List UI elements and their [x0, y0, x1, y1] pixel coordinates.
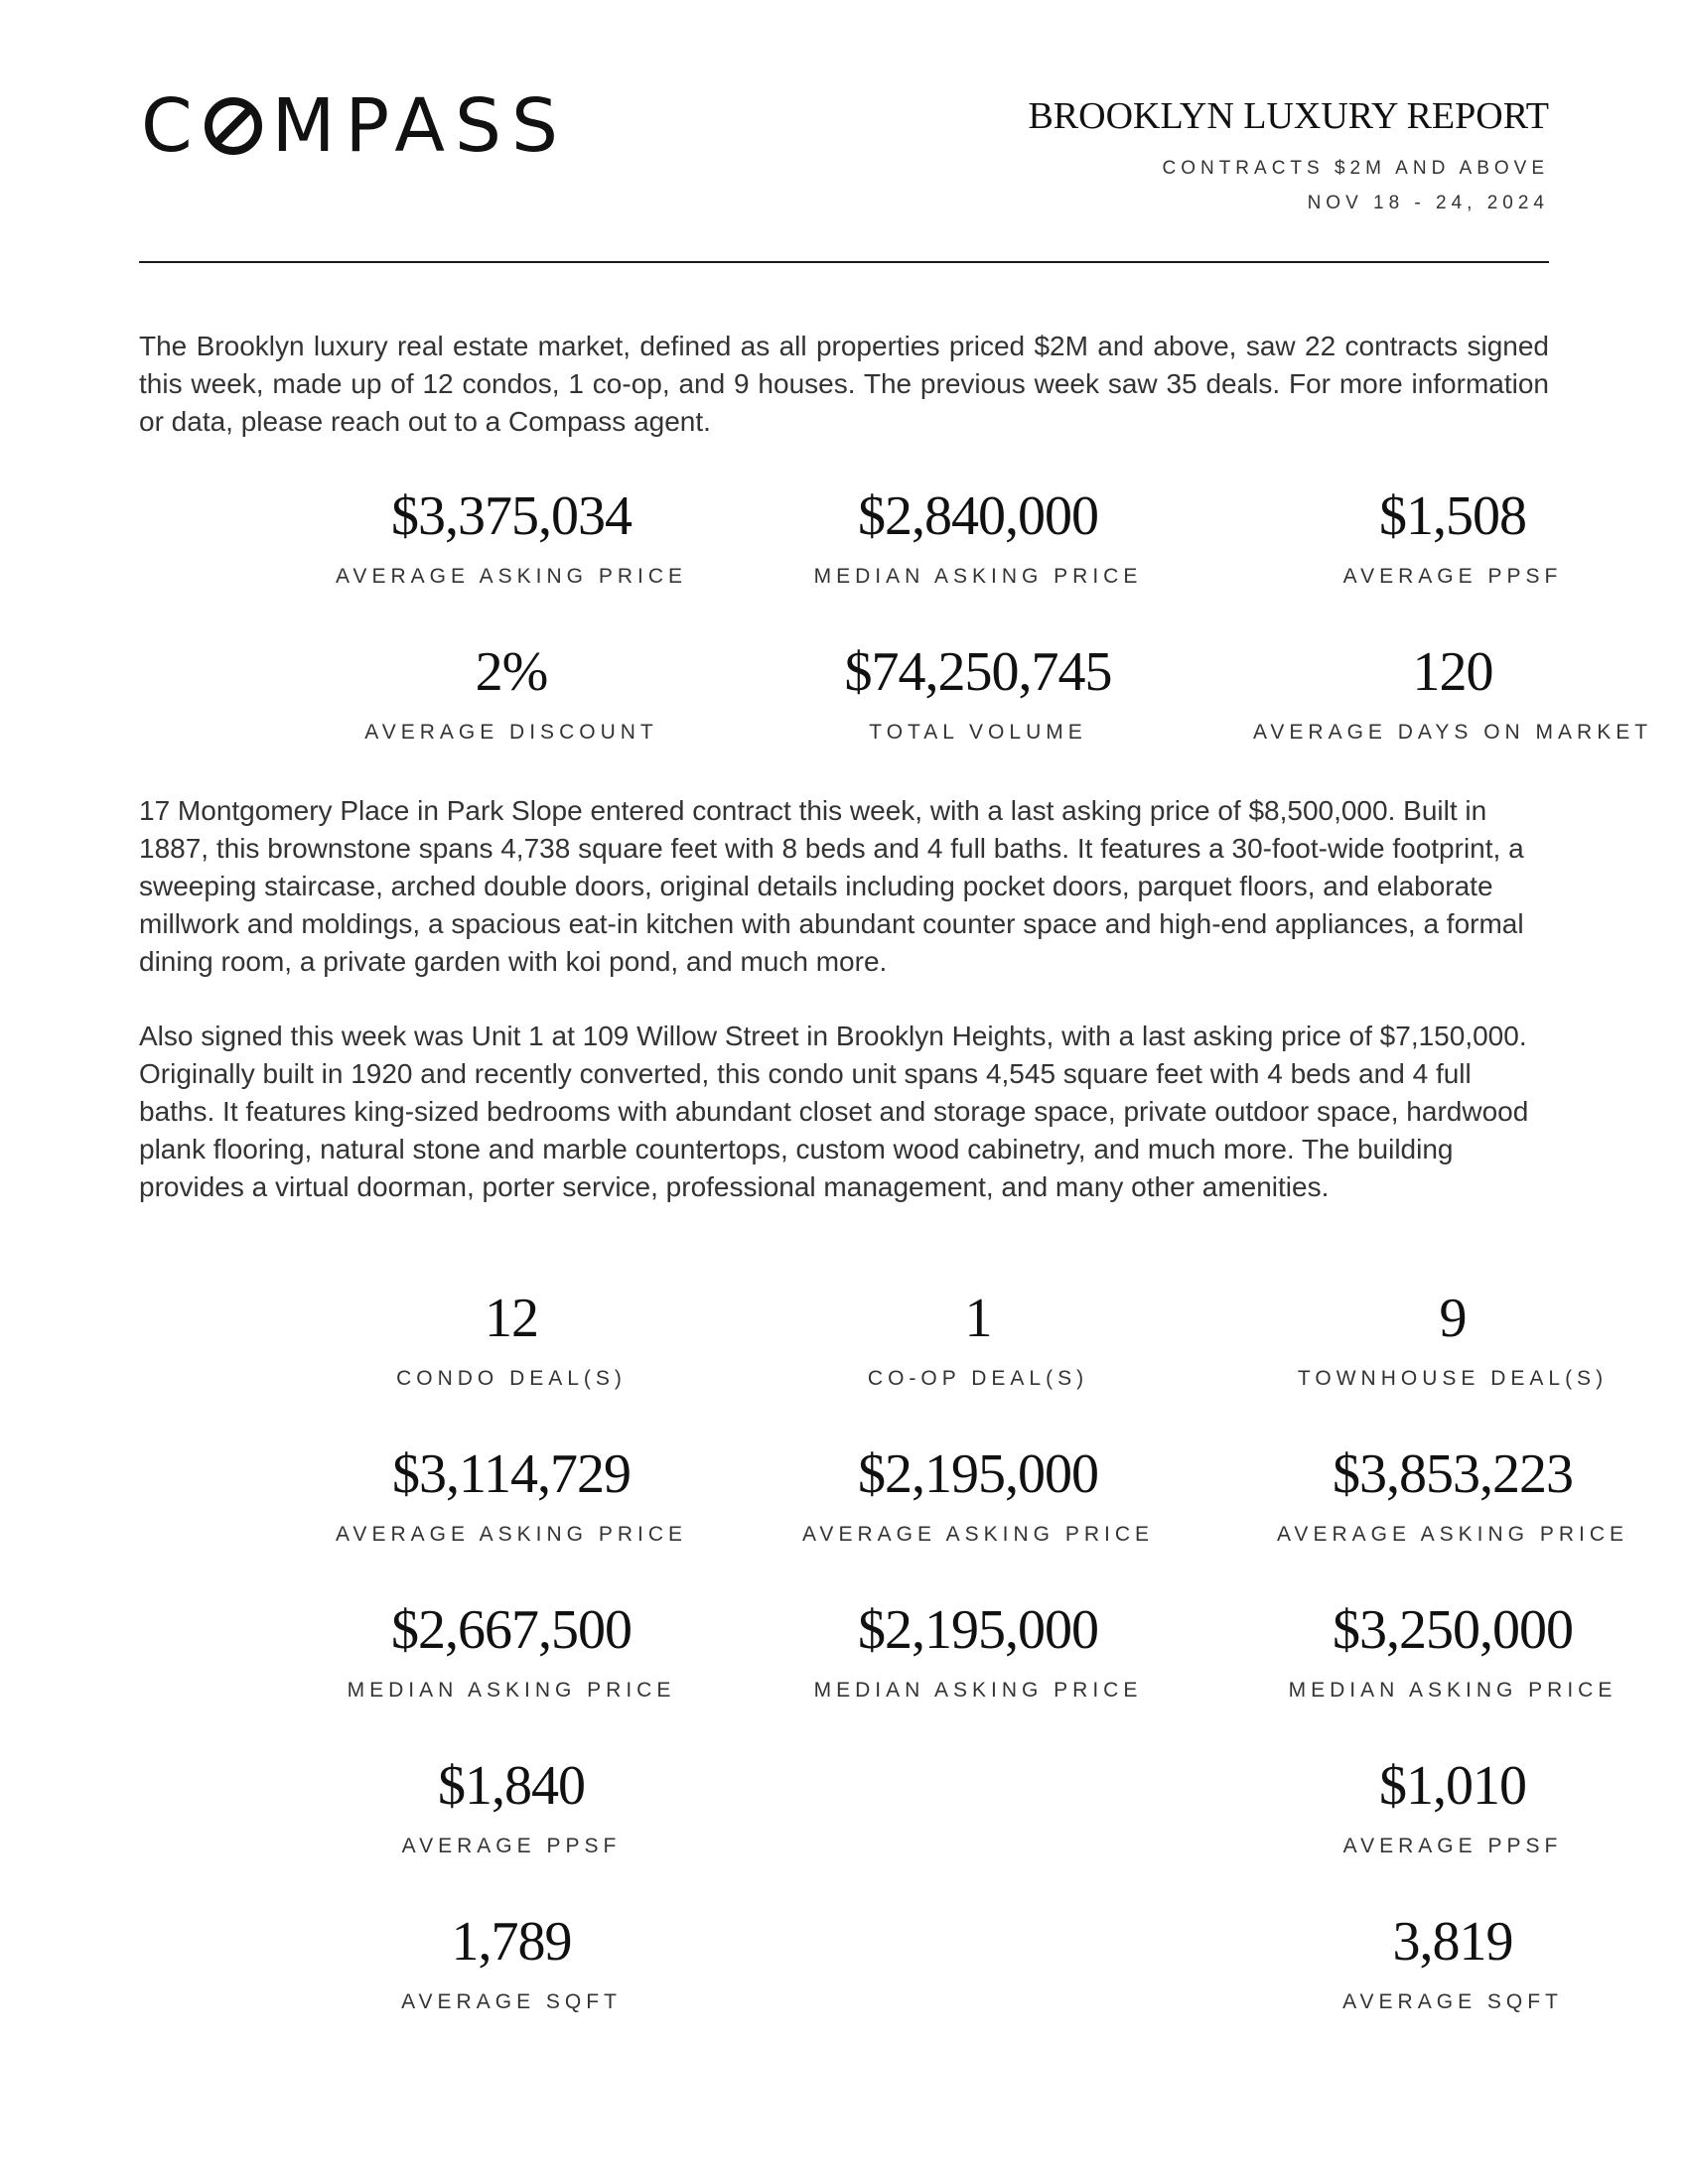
stat-coop-deals [770, 1288, 1187, 1390]
stat-condo-average-ppsf [303, 1755, 720, 1857]
stat-coop-average-asking-price [770, 1443, 1187, 1546]
stat-label: CONDO DEAL(S) [396, 1367, 627, 1390]
stat-label: AVERAGE SQFT [401, 1990, 622, 2013]
stat-label: MEDIAN ASKING PRICE [347, 1679, 676, 1702]
stat-value: 1 [964, 1288, 992, 1349]
stat-condo-median-asking-price [303, 1599, 720, 1702]
stat-value: $3,853,223 [1333, 1443, 1573, 1505]
stat-total-volume [770, 641, 1187, 744]
stat-value: $3,114,729 [392, 1443, 631, 1505]
stat-value: 9 [1439, 1288, 1467, 1349]
stat-label: TOWNHOUSE DEAL(S) [1297, 1367, 1609, 1390]
stat-value: 3,819 [1392, 1911, 1513, 1973]
stat-label: AVERAGE ASKING PRICE [1276, 1523, 1629, 1546]
stat-value: 2% [475, 641, 548, 703]
stat-condo-deals [303, 1288, 720, 1390]
logo-letter-c: C [141, 83, 203, 169]
stat-value: $1,508 [1379, 485, 1526, 547]
stat-label: AVERAGE DISCOUNT [364, 721, 658, 744]
stat-label: AVERAGE PPSF [1342, 565, 1563, 588]
stat-value: $1,840 [438, 1755, 585, 1817]
header-divider [139, 261, 1549, 263]
stat-average-ppsf [1244, 485, 1661, 588]
logo-compass-o-icon [205, 97, 262, 155]
stat-value: $3,250,000 [1333, 1599, 1573, 1661]
report-page [139, 0, 1653, 2184]
stat-label: AVERAGE SQFT [1342, 1990, 1563, 2013]
stat-label: TOTAL VOLUME [869, 721, 1087, 744]
stat-townhouse-median-asking-price [1244, 1599, 1661, 1702]
report-date-range: NOV 18 - 24, 2024 [1307, 193, 1549, 213]
stat-label: AVERAGE DAYS ON MARKET [1252, 721, 1653, 744]
stat-value: $3,375,034 [391, 485, 632, 547]
stat-label: MEDIAN ASKING PRICE [813, 1679, 1143, 1702]
stat-townhouse-average-ppsf [1244, 1755, 1661, 1857]
stat-townhouse-deals [1244, 1288, 1661, 1390]
compass-logo [141, 83, 568, 169]
stat-coop-median-asking-price [770, 1599, 1187, 1702]
report-subtitle: CONTRACTS $2M AND ABOVE [1162, 158, 1549, 179]
stat-value: $2,195,000 [858, 1599, 1098, 1661]
stat-townhouse-average-asking-price [1244, 1443, 1661, 1546]
stat-median-asking-price [770, 485, 1187, 588]
logo-letters-mpass: MPASS [271, 83, 568, 169]
stat-value: $1,010 [1379, 1755, 1526, 1817]
report-title: BROOKLYN LUXURY REPORT [1028, 95, 1549, 137]
stat-average-days-on-market [1244, 641, 1661, 744]
stat-average-discount [303, 641, 720, 744]
highlight-paragraph-1: 17 Montgomery Place in Park Slope entered contract this week, with a last asking price of $8,500,000. Built in 1887, this brownstone spans 4,738 square feet with 8 beds and 4 full baths. It features a 30-foot-wide footprint, a sweeping staircase, arched double doors, original details including pocket doors, parquet floors, and elaborate millwork and moldings, a spacious eat-in kitchen with abundant counter space and high-end appliances, a formal dining room, a private garden with koi pond, and much more. [139, 795, 1524, 977]
highlight-paragraph-2: Also signed this week was Unit 1 at 109 Willow Street in Brooklyn Heights, with a last asking price of $7,150,000. Originally built in 1920 and recently converted, this condo unit spans 4,545 square feet with 4 beds and 4 full baths. It features king-sized bedrooms with abundant closet and storage space, private outdoor space, hardwood plank flooring, natural stone and marble countertops, custom wood cabinetry, and much more. The building provides a virtual doorman, porter service, professional management, and many other amenities. [139, 1021, 1529, 1202]
stat-label: CO-OP DEAL(S) [867, 1367, 1089, 1390]
stat-value: 1,789 [451, 1911, 572, 1973]
stat-value: 12 [485, 1288, 538, 1349]
stat-value: $2,195,000 [858, 1443, 1098, 1505]
stat-label: AVERAGE ASKING PRICE [335, 565, 688, 588]
stat-label: MEDIAN ASKING PRICE [1288, 1679, 1618, 1702]
stat-label: MEDIAN ASKING PRICE [813, 565, 1143, 588]
stat-label: AVERAGE PPSF [401, 1835, 622, 1857]
intro-paragraph: The Brooklyn luxury real estate market, defined as all properties priced $2M and above, saw 22 contracts signed this week, made up of 12 condos, 1 co-op, and 9 houses. The previous week saw 35 deals. For more information or data, please reach out to a Compass agent. [139, 331, 1549, 437]
stat-value: $74,250,745 [844, 641, 1112, 703]
stat-value: $2,840,000 [858, 485, 1098, 547]
stat-average-asking-price [303, 485, 720, 588]
stat-label: AVERAGE ASKING PRICE [335, 1523, 688, 1546]
report-header [1028, 97, 1549, 212]
stat-value: 120 [1412, 641, 1493, 703]
stat-label: AVERAGE PPSF [1342, 1835, 1563, 1857]
stat-townhouse-average-sqft [1244, 1911, 1661, 2013]
stat-condo-average-asking-price [303, 1443, 720, 1546]
stat-label: AVERAGE ASKING PRICE [801, 1523, 1155, 1546]
stat-value: $2,667,500 [391, 1599, 632, 1661]
stat-condo-average-sqft [303, 1911, 720, 2013]
